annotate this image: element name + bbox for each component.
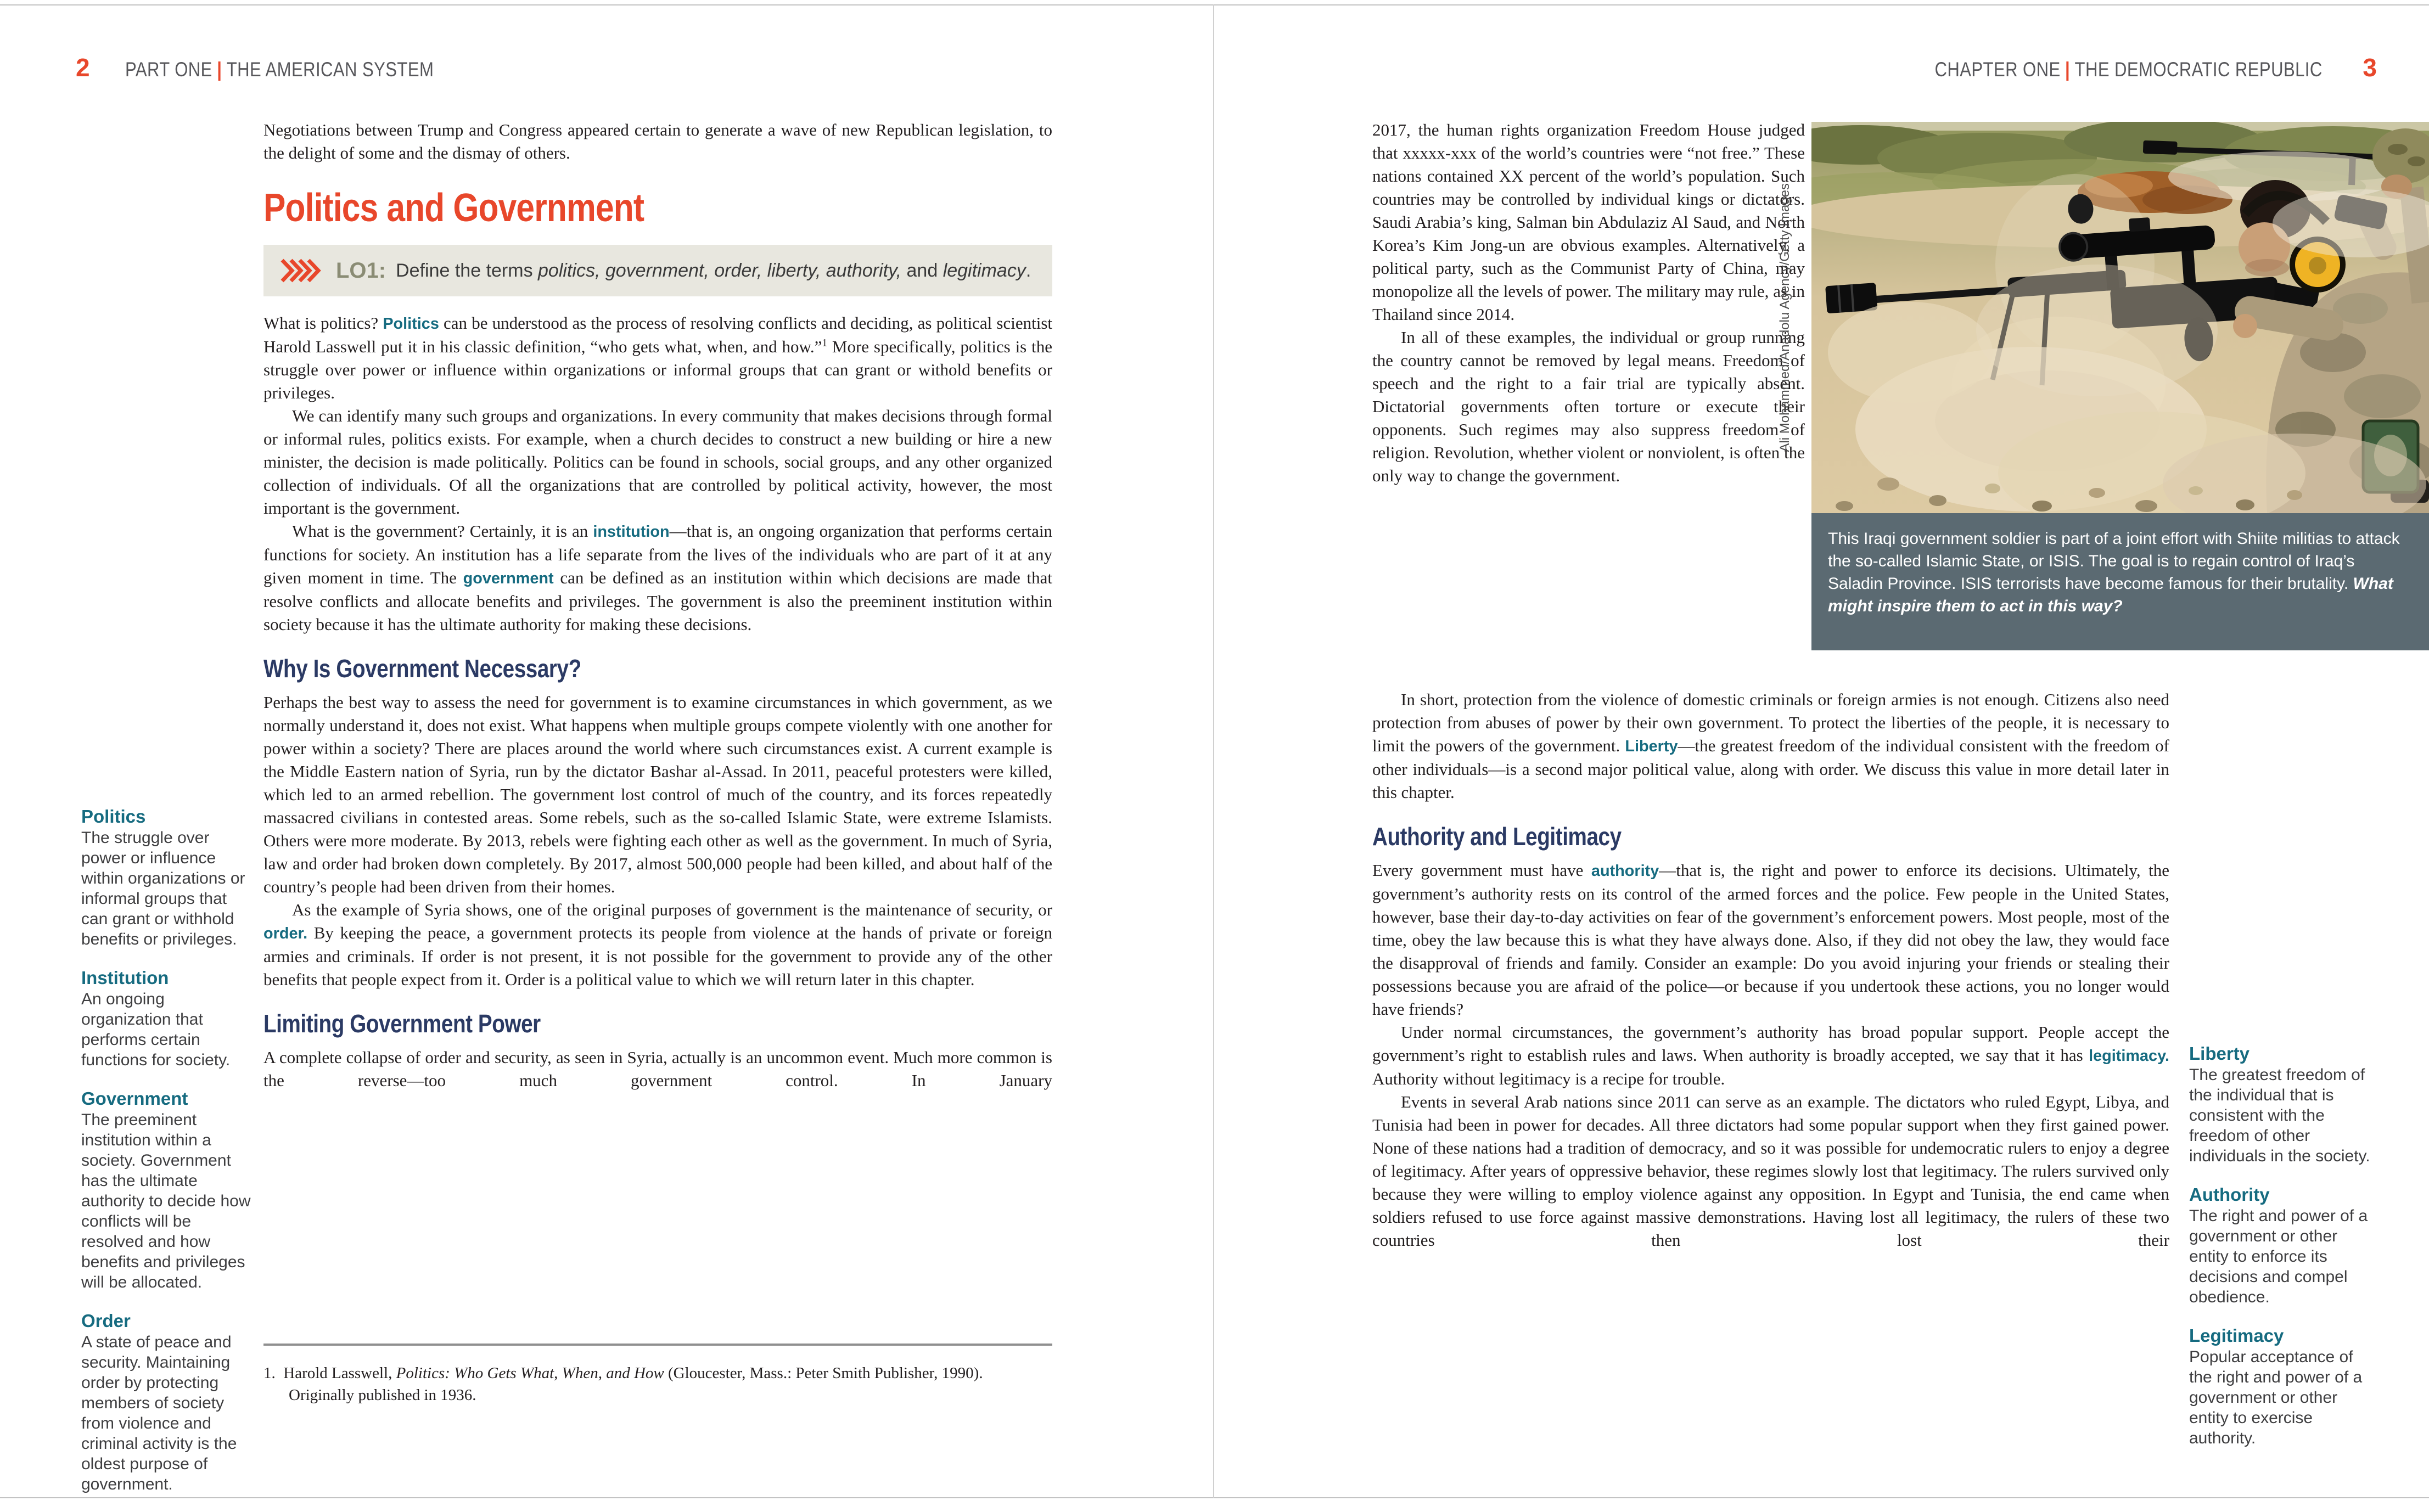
part-label: PART ONE bbox=[125, 58, 212, 81]
paragraph: As the example of Syria shows, one of the original purposes of government is the maintenance of security, or order. By keeping the peace, a government protects its people from violence at the hands of private or foreign armies and criminals. If order is not present, it is not possible for the government to provide any of the other benefits that people expect from it. Order is a political value to which we will return later in this chapter. bbox=[263, 900, 1052, 989]
definition-authority bbox=[2189, 1184, 2373, 1307]
margin-definitions-left bbox=[81, 806, 256, 1512]
definition-text: Popular acceptance of the right and power of a government or other entity to exercise authority. bbox=[2189, 1348, 2363, 1447]
running-head-right bbox=[1861, 53, 2377, 82]
margin-definitions-right bbox=[2189, 1043, 2373, 1466]
running-head-text bbox=[125, 58, 434, 81]
paragraph: In all of these examples, the individual or group running the country cannot be removed by legal means. Freedom of speech and the right to a fair trial are typically absent. Dictatorial governments often torture or execute their opponents. Such regimes may also suppress freedom of religion. Revolution, whether violent or nonviolent, is often the only way to change the government. bbox=[1372, 328, 1805, 485]
definition-government bbox=[81, 1088, 256, 1292]
definition-text: A state of peace and security. Maintaining order by protecting members of society from violence and criminal activity is the oldest purpose of government. bbox=[81, 1333, 237, 1493]
definition-liberty bbox=[2189, 1043, 2373, 1166]
definition-text: An ongoing organization that performs certain functions for society. bbox=[81, 990, 231, 1069]
learning-objective-box bbox=[263, 245, 1052, 296]
footnote-rule bbox=[263, 1344, 1052, 1346]
running-head-left bbox=[76, 53, 492, 82]
definition-legitimacy bbox=[2189, 1325, 2373, 1448]
left-page-main-column bbox=[263, 119, 1052, 1092]
header-divider: | bbox=[2065, 58, 2070, 81]
subsection-heading: Why Is Government Necessary? bbox=[263, 654, 581, 683]
section-heading: Politics and Government bbox=[263, 186, 644, 230]
definition-term: Politics bbox=[81, 806, 146, 827]
definition-term: Government bbox=[81, 1088, 188, 1109]
photo-credit: Ali Mohammed/Anadolu Agency/Getty Images bbox=[1777, 183, 1792, 452]
definition-term: Authority bbox=[2189, 1184, 2270, 1205]
paragraph: In short, protection from the violence of domestic criminals or foreign armies is not enough. Citizens also need protection from abuses of power by their own government. To protect the liberties of the people, it is necessary to limit the powers of the government. Liberty—the greatest freedom of the individual consistent with the freedom of other individuals—is a second major political value, along with order. We discuss this value in more detail later in this chapter. bbox=[1372, 690, 2169, 802]
definition-term: Legitimacy bbox=[2189, 1325, 2284, 1346]
chevrons-icon bbox=[280, 258, 326, 283]
soldier-photo-illustration bbox=[1811, 122, 2429, 513]
page-bottom-edge bbox=[0, 1497, 2429, 1498]
lo-text: Define the terms politics, government, order, liberty, authority, and legitimacy. bbox=[396, 260, 1031, 281]
definition-text: The greatest freedom of the individual that is consistent with the freedom of other individuals in the society. bbox=[2189, 1066, 2370, 1165]
chapter-photo bbox=[1811, 122, 2429, 650]
footnote-text: 1. Harold Lasswell, Politics: Who Gets What, When, and How (Gloucester, Mass.: Peter Smith Publisher, 1990). Originally published in 1936. bbox=[263, 1364, 983, 1404]
paragraph: Every government must have authority—that is, the right and power to enforce its decisions. Ultimately, the government’s authority rests on its control of the armed forces and the police. Few people in the United States, however, base their day-to-day activities on fear of the government’s enforcement powers. Most people, most of the time, obey the law because this is what they have always done. Also, if they did not obey the law, they would face the disapproval of friends and family. Consider an example: Do you avoid injuring your friends or stealing their possessions because you are afraid of the police—or because if you undertook these actions, you no longer would have friends? bbox=[1372, 861, 2169, 1019]
part-title: THE AMERICAN SYSTEM bbox=[226, 58, 434, 81]
chapter-label: CHAPTER ONE bbox=[1934, 58, 2061, 81]
definition-term: Order bbox=[81, 1311, 131, 1331]
paragraph: Events in several Arab nations since 2011 can serve as an example. The dictators who ruled Egypt, Libya, and Tunisia had been in power for decades. All three dictators had some popular support when they first gained power. None of these nations had a tradition of democracy, and so it was possible for undemocratic rulers to enjoy a degree of legitimacy. After years of oppressive behavior, these regimes slowly lost that legitimacy. The rulers survived only because they were willing to employ violence against any opposition. In Egypt and Tunisia, the end came when soldiers refused to use force against massive demonstrations. Having lost all legitimacy, the rulers of these two countries then lost their bbox=[1372, 1092, 2169, 1250]
subsection-heading: Limiting Government Power bbox=[263, 1009, 541, 1038]
hand bbox=[2233, 314, 2257, 338]
definition-term: Liberty bbox=[2189, 1043, 2250, 1064]
definition-politics bbox=[81, 806, 256, 949]
definition-term: Institution bbox=[81, 968, 169, 988]
definition-text: The struggle over power or influence within organizations or informal groups that can grant or withhold benefits or privileges. bbox=[81, 829, 245, 948]
page-gutter bbox=[1213, 4, 1214, 1498]
paragraph: We can identify many such groups and organizations. In every community that makes decisions through formal or informal rules, politics exists. For example, when a church decides to construct a new building or hire a new minister, the decision is made politically. Politics can be found in schools, social groups, and any other organized collection of individuals. Of all the organizations that are controlled by political activity, however, the most important is the government. bbox=[263, 406, 1052, 518]
header-divider: | bbox=[216, 58, 222, 81]
photo-caption: This Iraqi government soldier is part of a joint effort with Shiite militias to attack the so-called Islamic State, or ISIS. The goal is to regain control of Iraq’s Saladin Province. ISIS terrorists have become famous for their brutality. What might inspire them to act in this way? bbox=[1811, 513, 2429, 650]
definition-text: The right and power of a government or other entity to enforce its decisions and compel obedience. bbox=[2189, 1207, 2368, 1306]
right-page-narrow-column bbox=[1372, 119, 1805, 487]
definition-institution bbox=[81, 967, 256, 1070]
paragraph: Perhaps the best way to assess the need for government is to examine circumstances in which government, as we normally understand it, does not exist. What happens when multiple groups compete violently with one another for power within a society? There are places around the world where such circumstances exist. A current example is the Middle Eastern nation of Syria, run by the dictator Bashar al-Assad. In 2011, peaceful protesters were killed, which led to an armed rebellion. The government lost control of much of the country, and its forces repeatedly massacred civilians in contested areas. Some rebels, such as the so-called Islamic State, were extreme Islamists. Others were more moderate. By 2013, rebels were fighting each other as well as the government. In much of Syria, law and order had broken down completely. By 2017, almost 500,000 people had been killed, and about half of the country’s people had been driven from their homes. bbox=[263, 693, 1052, 896]
subsection-heading: Authority and Legitimacy bbox=[1372, 822, 1622, 851]
page-number: 2 bbox=[76, 53, 90, 82]
chapter-title: THE DEMOCRATIC REPUBLIC bbox=[2074, 58, 2323, 81]
paragraph: What is the government? Certainly, it is an institution—that is, an ongoing organization that performs certain functions for society. An institution has a life separate from the lives of the individuals who are part of it at any given moment in time. The government can be defined as an institution within which decisions are made that resolve conflicts and allocate benefits and privileges. The government is also the preeminent institution within society because it has the ultimate authority for making these decisions. bbox=[263, 521, 1052, 634]
paragraph: 2017, the human rights organization Freedom House judged that xxxxx-xxx of the world’s countries were “not free.” These nations contained XX percent of the world’s population. Such countries may be controlled by individual kings or dictators. Saudi Arabia’s king, Salman bin Abdulaziz Al Saud, and North Korea’s Kim Jong-un are obvious examples. Alternatively, a political party, such as the Communist Party of China, may monopolize all the levels of power. The military may rule, as in Thailand since 2014. bbox=[1372, 120, 1805, 324]
page-top-edge bbox=[0, 4, 2429, 5]
right-page-main-column bbox=[1372, 688, 2169, 1252]
paragraph: What is politics? Politics can be understood as the process of resolving conflicts and deciding, as political scientist Harold Lasswell put it in his classic definition, “who gets what, when, and how.”$^1$ More specifically, politics is the struggle over power or influence within organizations or informal groups that can grant or withold benefits or privileges. bbox=[263, 313, 1052, 402]
definition-order bbox=[81, 1310, 256, 1494]
paragraph: Under normal circumstances, the government’s authority has broad popular support. People accept the government’s right to establish rules and laws. When authority is broadly accepted, we say that it has legitimacy. Authority without legitimacy is a recipe for trouble. bbox=[1372, 1022, 2169, 1088]
page-number: 3 bbox=[2363, 53, 2377, 82]
paragraph: A complete collapse of order and security, as seen in Syria, actually is an uncommon event. Much more common is the reverse—too much government control. In January bbox=[263, 1048, 1052, 1090]
lo-label: LO1: bbox=[336, 258, 386, 283]
paragraph: Negotiations between Trump and Congress appeared certain to generate a wave of new Republican legislation, to the delight of some and the dismay of others. bbox=[263, 120, 1052, 162]
footnote bbox=[263, 1344, 1052, 1406]
definition-text: The preeminent institution within a society. Government has the ultimate authority to decide how conflicts will be resolved and how benefits and privileges will be allocated. bbox=[81, 1111, 251, 1291]
running-head-text bbox=[1934, 58, 2322, 81]
